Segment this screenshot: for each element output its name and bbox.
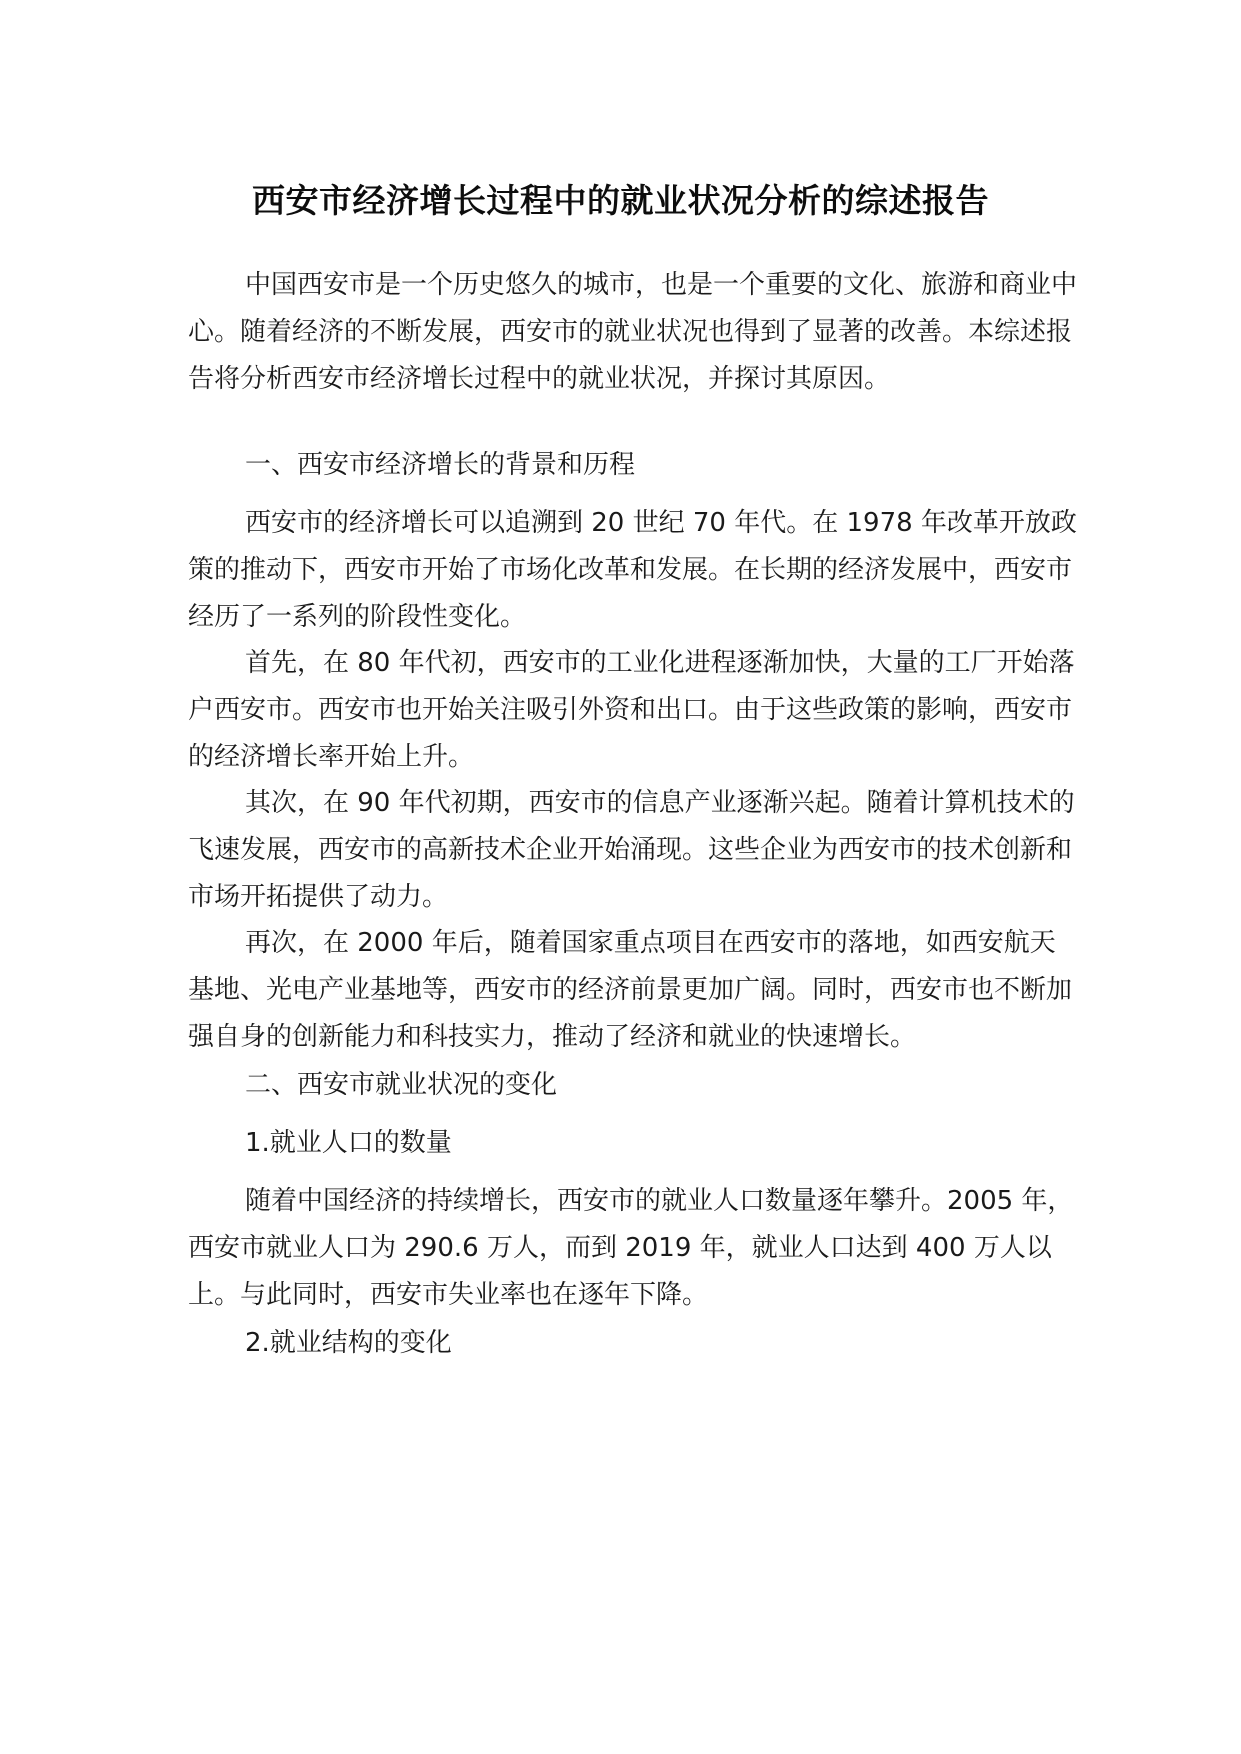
paragraph-third: 再次，在 2000 年后，随着国家重点项目在西安市的落地，如西安航天基地、光电产业基地等，西安市的经济前景更加广阔。同时，西安市也不断加强自身的创新能力和科技实力，推动了经济和就业的快速增长。	[188, 928, 1073, 1052]
paragraph-employment-population: 随着中国经济的持续增长，西安市的就业人口数量逐年攀升。2005 年，西安市就业人口为 290.6 万人，而到 2019 年，就业人口达到 400 万人以上。与此同时，西安市失业率也在逐年下降。	[188, 1186, 1074, 1310]
section-heading-2: 二、西安市就业状况的变化	[245, 1070, 558, 1100]
paragraph-intro: 中国西安市是一个历史悠久的城市，也是一个重要的文化、旅游和商业中心。随着经济的不断发展，西安市的就业状况也得到了显著的改善。本综述报告将分析西安市经济增长过程中的就业状况，并探讨其原因。	[188, 270, 1078, 394]
paragraph-second: 其次，在 90 年代初期，西安市的信息产业逐渐兴起。随着计算机技术的飞速发展，西安市的高新技术企业开始涌现。这些企业为西安市的技术创新和市场开拓提供了动力。	[188, 788, 1075, 912]
subsection-heading-2: 2.就业结构的变化	[245, 1328, 452, 1358]
document-title: 西安市经济增长过程中的就业状况分析的综述报告	[252, 181, 989, 220]
subsection-heading-1: 1.就业人口的数量	[245, 1128, 452, 1158]
section-heading-1: 一、西安市经济增长的背景和历程	[245, 450, 636, 480]
paragraph-background: 西安市的经济增长可以追溯到 20 世纪 70 年代。在 1978 年改革开放政策的推动下，西安市开始了市场化改革和发展。在长期的经济发展中，西安市经历了一系列的阶段性变化。	[188, 508, 1077, 632]
paragraph-first: 首先，在 80 年代初，西安市的工业化进程逐渐加快，大量的工厂开始落户西安市。西安市也开始关注吸引外资和出口。由于这些政策的影响，西安市的经济增长率开始上升。	[188, 648, 1075, 772]
